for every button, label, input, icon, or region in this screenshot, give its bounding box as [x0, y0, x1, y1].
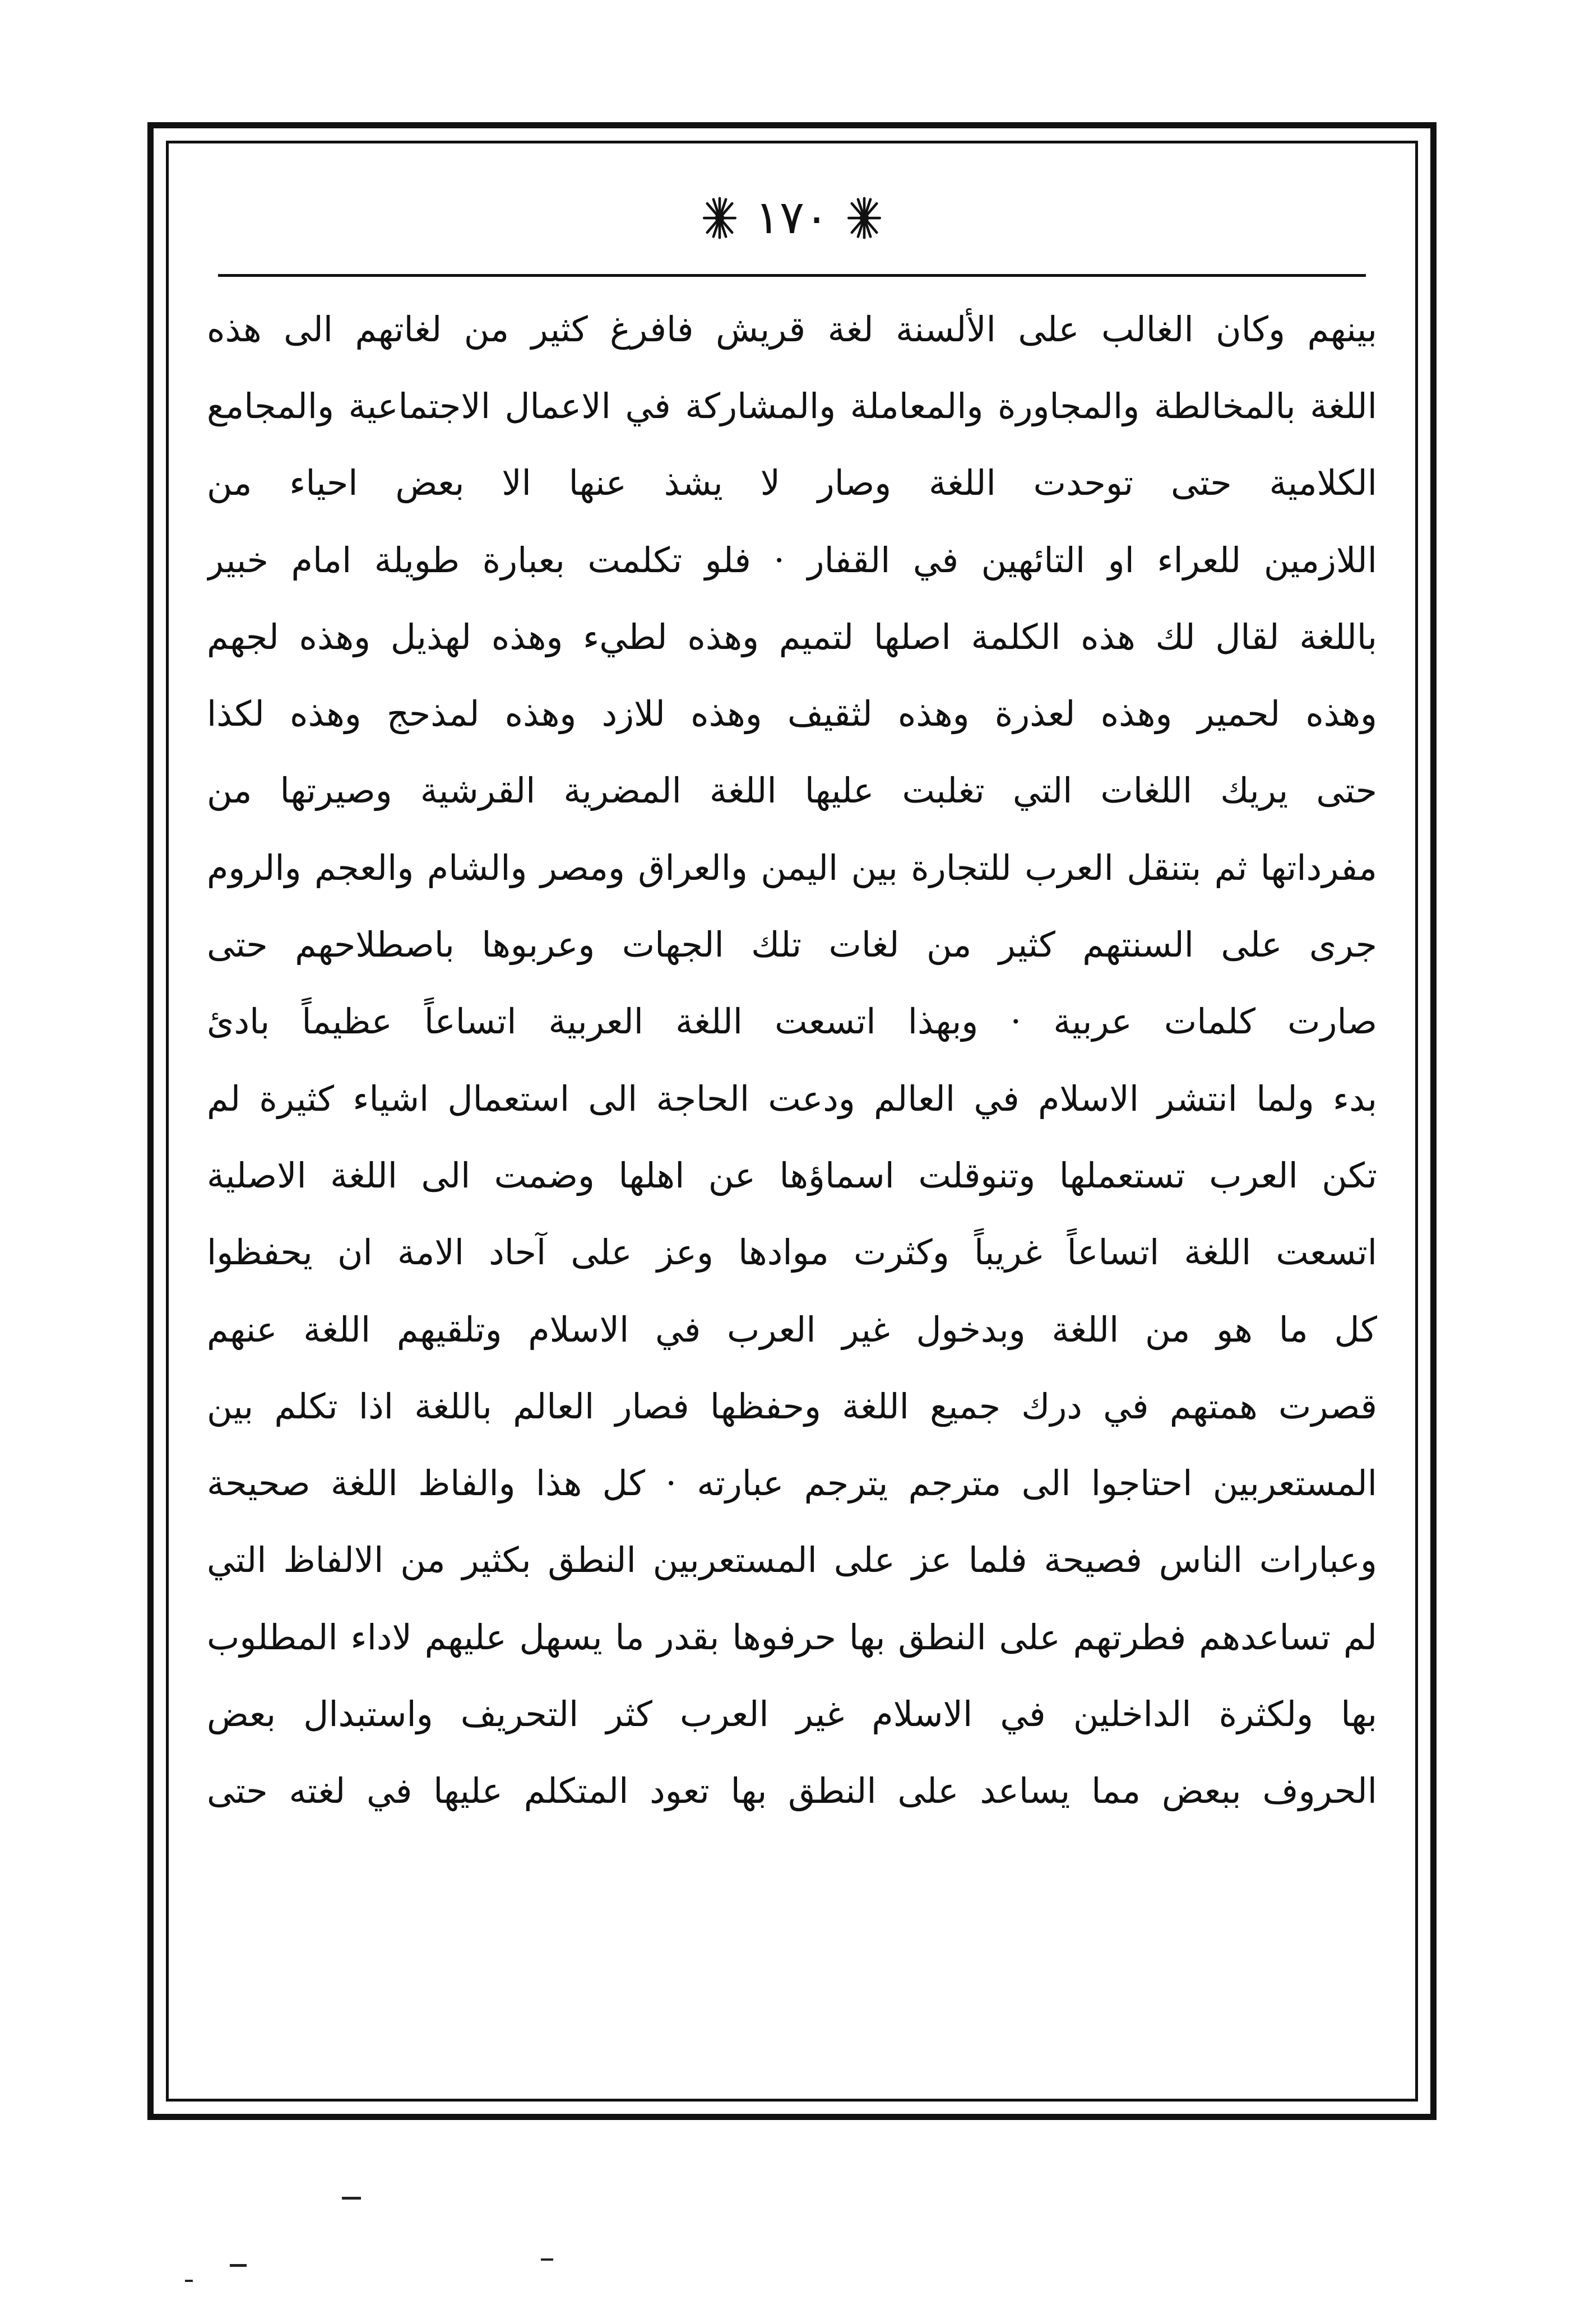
text-line: صارت كلمات عربية · وبهذا اتسعت اللغة العربية اتساعاً عظيماً بادئ [207, 1001, 1377, 1042]
text-line: بها ولكثرة الداخلين في الاسلام غير العرب كثر التحريف واستبدال بعض [207, 1693, 1377, 1734]
text-line: اتسعت اللغة اتساعاً غريباً وكثرت موادها وعز على آحاد الامة ان يحفظوا [207, 1232, 1377, 1273]
text-line: اللازمين للعراء او التائهين في القفار · فلو تكلمت بعبارة طويلة امام خبير [207, 539, 1377, 581]
text-line: وعبارات الناس فصيحة فلما عز على المستعربين النطق بكثير من الالفاظ التي [207, 1539, 1377, 1581]
body-text [207, 291, 1377, 1830]
text-line: تكن العرب تستعملها وتنوقلت اسماؤها عن اهلها وضمت الى اللغة الاصلية [207, 1154, 1377, 1196]
header-rule [218, 274, 1366, 277]
text-line: وهذه لحمير وهذه لعذرة وهذه لثقيف وهذه للازد وهذه لمذحج وهذه لكذا [207, 693, 1377, 735]
text-line: بينهم وكان الغالب على الألسنة لغة قريش فافرغ كثير من لغاتهم الى هذه [207, 308, 1377, 350]
text-line: الكلامية حتى توحدت اللغة وصار لا يشذ عنها الا بعض احياء من [207, 462, 1377, 504]
scan-speck [541, 2258, 553, 2261]
floral-star-icon [699, 194, 740, 242]
page-border-outer [147, 122, 1437, 2120]
page-number: ١٧٠ [754, 191, 830, 244]
floral-star-icon [844, 194, 885, 242]
scan-speck [342, 2197, 361, 2200]
text-line: قصرت همتهم في درك جميع اللغة وحفظها فصار العالم باللغة اذا تكلم بين [207, 1385, 1377, 1427]
text-line: مفرداتها ثم بتنقل العرب للتجارة بين اليمن والعراق ومصر والشام والعجم والروم [207, 847, 1377, 888]
text-line: الحروف ببعض مما يساعد على النطق بها تعود المتكلم عليها في لغته حتى [207, 1770, 1377, 1812]
text-line: جرى على السنتهم كثير من لغات تلك الجهات وعربوها باصطلاحهم حتى [207, 924, 1377, 966]
text-line: حتى يريك اللغات التي تغلبت عليها اللغة المضرية القرشية وصيرتها من [207, 770, 1377, 811]
text-line: اللغة بالمخالطة والمجاورة والمعاملة والمشاركة في الاعمال الاجتماعية والمجامع [207, 385, 1377, 426]
scan-speck [185, 2280, 193, 2282]
text-line: المستعربين احتاجوا الى مترجم يترجم عبارته · كل هذا والفاظ اللغة صحيحة [207, 1463, 1377, 1504]
scan-speck [230, 2264, 247, 2267]
text-line: بدء ولما انتشر الاسلام في العالم ودعت الحاجة الى استعمال اشياء كثيرة لم [207, 1078, 1377, 1119]
page-header [154, 176, 1430, 260]
text-line: لم تساعدهم فطرتهم على النطق بها حرفوها بقدر ما يسهل عليهم لاداء المطلوب [207, 1616, 1377, 1658]
text-line: كل ما هو من اللغة وبدخول غير العرب في الاسلام وتلقيهم اللغة عنهم [207, 1309, 1377, 1350]
text-line: باللغة لقال لك هذه الكلمة اصلها لتميم وهذه لطيء وهذه لهذيل وهذه لجهم [207, 616, 1377, 657]
